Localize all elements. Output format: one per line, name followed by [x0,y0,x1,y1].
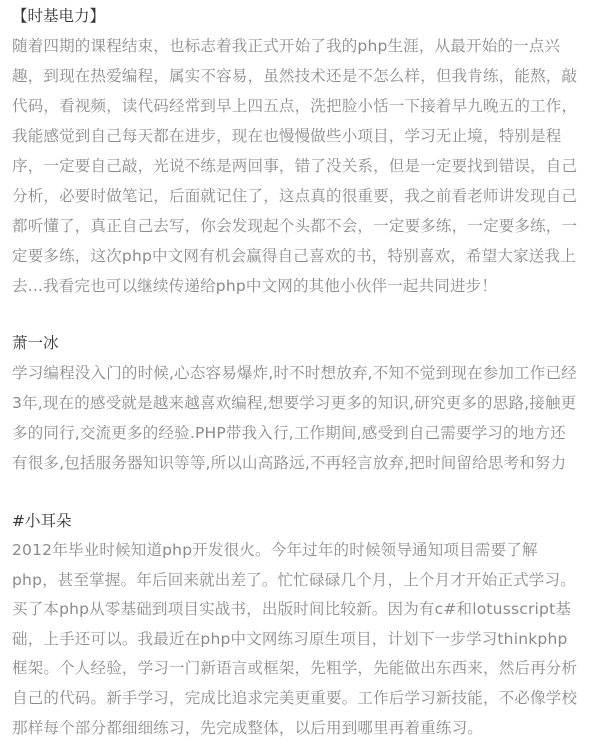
comment-line: 自己的代码。新手学习，完成比追求完美更重要。工作后学习新技能，不必像学校 [12,688,578,707]
comment-line: 分析，必要时做笔记，后面就记住了，这点真的很重要，我之前看老师讲发现自己 [12,187,578,205]
comment-line: php，甚至掌握。年后回来就出差了。忙忙碌碌几个月，上个月才开始正式学习。 [12,570,576,589]
comment-line: 定要多练，这次php中文网有机会赢得自己喜欢的书，特别喜欢，希望大家送我上 [12,247,576,265]
comment-line: 3年,现在的感受就是越来越喜欢编程,想要学习更多的知识,研究更多的思路,接触更 [12,394,577,412]
comment-author: #小耳朵 [12,512,72,530]
comment-author: 萧一冰 [12,334,59,352]
comment-line: 我能感觉到自己每天都在进步，现在也慢慢做些小项目，学习无止境，特别是程 [12,127,562,145]
comment-line: 随着四期的课程结束，也标志着我正式开始了我的php生涯，从最开始的一点兴 [12,37,561,55]
comment-section-1 [12,1,602,301]
comment-line: 买了本php从零基础到项目实战书，出版时间比较新。因为有c#和lotusscript基 [12,600,572,619]
comment-line: 趣，到现在热爱编程，属实不容易，虽然技术还是不怎么样，但我肯练，能熬，敲 [12,67,578,85]
comment-line: 学习编程没入门的时候,心态容易爆炸,时不时想放弃,不知不觉到现在参加工作已经 [12,364,577,382]
comment-line: 去...我看完也可以继续传递给php中文网的其他小伙伴一起共同进步！ [12,277,498,295]
comment-line: 那样每个部分都细细练习，先完成整体，以后用到哪里再着重练习。 [12,718,484,737]
comment-line: 框架。个人经验，学习一门新语言或框架，先粗学，先能做出东西来，然后再分析 [12,659,578,678]
comment-line: 础，上手还可以。我最近在php中文网练习原生项目，计划下一步学习thinkphp [12,629,568,648]
comment-line: 2012年毕业时候知道php开发很火。今年过年的时候领导通知项目需要了解 [12,541,538,559]
comment-line: 都听懂了，真正自己去写，你会发现起个头都不会，一定要多练，一定要多练，一 [12,217,578,235]
comment-line: 有很多,包括服务器知识等等,所以山高路远,不再轻言放弃,把时间留给思考和努力 [12,454,567,472]
comment-author: 【时基电力】 [12,7,106,25]
comment-line: 代码，看视频，读代码经常到早上四五点，洗把脸小恬一下接着早九晚五的工作， [12,97,578,115]
comment-line: 序，一定要自己敲，光说不练是两回事，错了没关系，但是一定要找到错误，自己 [12,157,578,175]
comment-section-3 [12,506,602,743]
comment-line: 多的同行,交流更多的经验.PHP带我入行,工作期间,感受到自己需要学习的地方还 [12,424,566,442]
comment-section-2 [12,328,602,478]
